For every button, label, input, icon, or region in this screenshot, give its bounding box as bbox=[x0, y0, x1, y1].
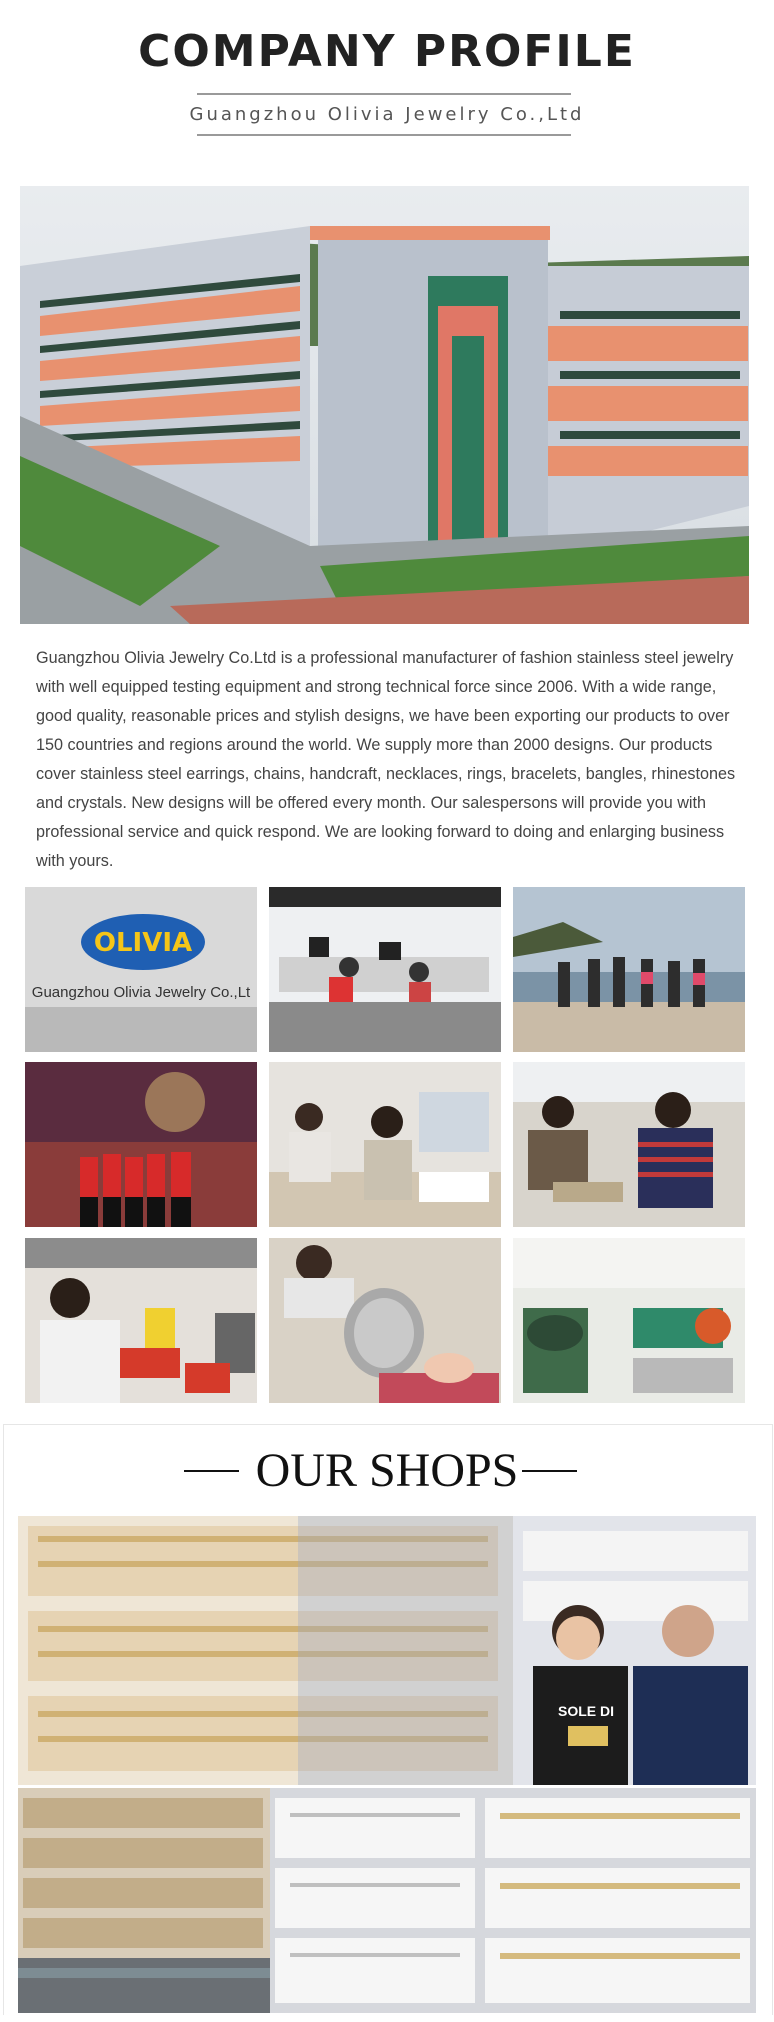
gallery-logo-wall-photo bbox=[25, 887, 257, 1052]
page-title: COMPANY PROFILE bbox=[138, 26, 636, 77]
shops-title-dash-right bbox=[522, 1470, 577, 1472]
company-subtitle: Guangzhou Olivia Jewelry Co.,Ltd bbox=[189, 104, 585, 125]
gallery-red-shirts-team-photo bbox=[25, 1062, 257, 1227]
title-rule-bottom bbox=[197, 134, 571, 136]
logo-wall-text: Guangzhou Olivia Jewelry Co.,Lt bbox=[31, 984, 251, 1001]
logo-sign-text: OLIVIA bbox=[93, 928, 193, 958]
shop-customers-photo bbox=[513, 1516, 756, 1785]
gallery-office-photo bbox=[269, 887, 501, 1052]
gallery-workers-desk-photo bbox=[269, 1062, 501, 1227]
factory-building-photo bbox=[20, 186, 749, 624]
title-rule-top bbox=[197, 93, 571, 95]
shops-title: OUR SHOPS bbox=[255, 1444, 519, 1497]
shop-display-racks-photo bbox=[18, 1516, 513, 1785]
gallery-workshop-photo bbox=[25, 1238, 257, 1403]
gallery-handcraft-photo bbox=[269, 1238, 501, 1403]
shop-necklace-display-photo bbox=[270, 1788, 756, 2013]
gallery-workbench-photo bbox=[513, 1062, 745, 1227]
gallery-beach-team-photo bbox=[513, 887, 745, 1052]
tshirt-text: SOLE DI bbox=[558, 1703, 615, 1719]
shop-counter-photo bbox=[18, 1788, 270, 2013]
company-description: Guangzhou Olivia Jewelry Co.Ltd is a professional manufacturer of fashion stainless steel jewelry with well equipped testing equipment and strong technical force since 2006. With a wide range, good quality, reasonable prices and stylish designs, we have been exporting our products to over 150 countries and regions around the world. We supply more than 2000 designs. Our products cover stainless steel earrings, chains, handcraft, necklaces, rings, bracelets, bangles, rhinestones and crystals. New designs will be offered every month. Our salespersons will provide you with professional service and quick respond. We are looking forward to doing and enlarging business with yours. bbox=[36, 649, 736, 870]
gallery-machines-photo bbox=[513, 1238, 745, 1403]
